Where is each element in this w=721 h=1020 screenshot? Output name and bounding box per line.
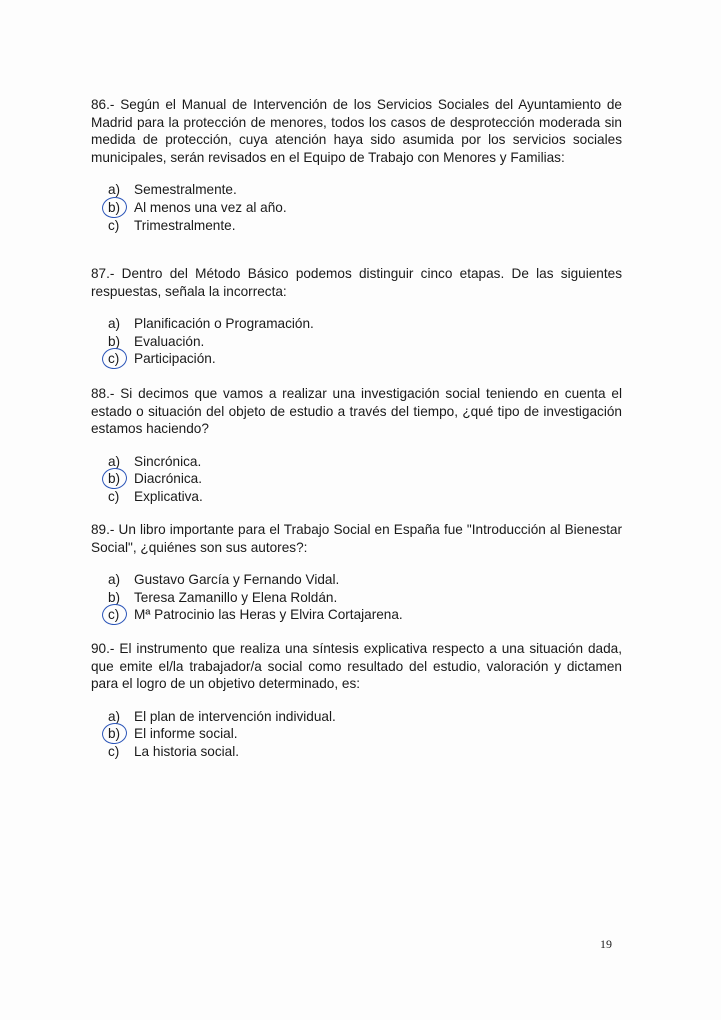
option-a xyxy=(108,181,622,199)
option-c xyxy=(108,217,622,235)
question-86 xyxy=(91,96,622,234)
option-letter: b) xyxy=(108,199,121,215)
question-88 xyxy=(91,385,622,506)
option-a xyxy=(108,453,622,471)
option-c xyxy=(108,488,622,506)
option-a xyxy=(108,315,622,333)
option-text: El plan de intervención individual. xyxy=(134,708,336,724)
option-c xyxy=(108,743,622,761)
question-90 xyxy=(91,640,622,761)
option-text: Semestralmente. xyxy=(134,182,237,198)
option-letter: a) xyxy=(108,453,121,469)
option-letter: c) xyxy=(108,743,120,759)
option-letter: c) xyxy=(108,488,120,504)
option-text: Trimestralmente. xyxy=(134,217,236,233)
option-text: La historia social. xyxy=(134,743,240,759)
option-a xyxy=(108,571,622,589)
question-89 xyxy=(91,521,622,624)
answer-options xyxy=(91,453,622,506)
answer-options xyxy=(91,571,622,624)
option-letter: b) xyxy=(108,471,121,487)
option-text: Diacrónica. xyxy=(134,471,202,487)
option-letter: b) xyxy=(108,726,121,742)
option-text: Planificación o Programación. xyxy=(134,316,314,332)
option-text: Sincrónica. xyxy=(134,453,202,469)
question-87 xyxy=(91,265,622,368)
option-letter: b) xyxy=(108,589,121,605)
option-letter: a) xyxy=(108,708,121,724)
option-text: El informe social. xyxy=(134,726,238,742)
option-c xyxy=(108,350,622,368)
question-stem: 89.- Un libro importante para el Trabajo Social en España fue "Introducción al Bienestar Social", ¿quiénes son sus autores?: xyxy=(91,522,622,555)
question-stem: 90.- El instrumento que realiza una síntesis explicativa respecto a una situación dada, que emite el/la trabajador/a social como resultado del estudio, valoración y dictamen para el logro de un objetivo determinado, es: xyxy=(91,641,622,692)
answer-options xyxy=(91,181,622,234)
answer-options xyxy=(91,315,622,368)
option-text: Teresa Zamanillo y Elena Roldán. xyxy=(134,589,338,605)
option-c xyxy=(108,606,622,624)
option-text: Al menos una vez al año. xyxy=(134,199,287,215)
option-letter: a) xyxy=(108,572,121,588)
option-letter: c) xyxy=(108,217,120,233)
option-b xyxy=(108,199,622,217)
question-stem: 87.- Dentro del Método Básico podemos distinguir cinco etapas. De las siguientes respuestas, señala la incorrecta: xyxy=(91,266,622,299)
page-number: 19 xyxy=(600,937,612,951)
option-b xyxy=(108,725,622,743)
option-letter: c) xyxy=(108,351,120,367)
option-a xyxy=(108,708,622,726)
option-b xyxy=(108,470,622,488)
option-text: Evaluación. xyxy=(134,333,205,349)
option-text: Mª Patrocinio las Heras y Elvira Cortajarena. xyxy=(134,607,403,623)
option-text: Explicativa. xyxy=(134,488,203,504)
question-stem: 88.- Si decimos que vamos a realizar una investigación social teniendo en cuenta el estado o situación del objeto de estudio a través del tiempo, ¿qué tipo de investigación estamos haciendo? xyxy=(91,386,622,437)
option-text: Participación. xyxy=(134,351,216,367)
question-stem: 86.- Según el Manual de Intervención de los Servicios Sociales del Ayuntamiento de Madrid para la protección de menores, todos los casos de desprotección moderada sin medida de protección, cuya atención haya sido asumida por los servicios sociales municipales, serán revisados en el Equipo de Trabajo con Menores y Familias: xyxy=(91,97,622,165)
option-letter: a) xyxy=(108,182,121,198)
option-letter: a) xyxy=(108,316,121,332)
option-b xyxy=(108,333,622,351)
option-letter: c) xyxy=(108,607,120,623)
option-text: Gustavo García y Fernando Vidal. xyxy=(134,572,340,588)
answer-options xyxy=(91,708,622,761)
option-b xyxy=(108,589,622,607)
option-letter: b) xyxy=(108,333,121,349)
